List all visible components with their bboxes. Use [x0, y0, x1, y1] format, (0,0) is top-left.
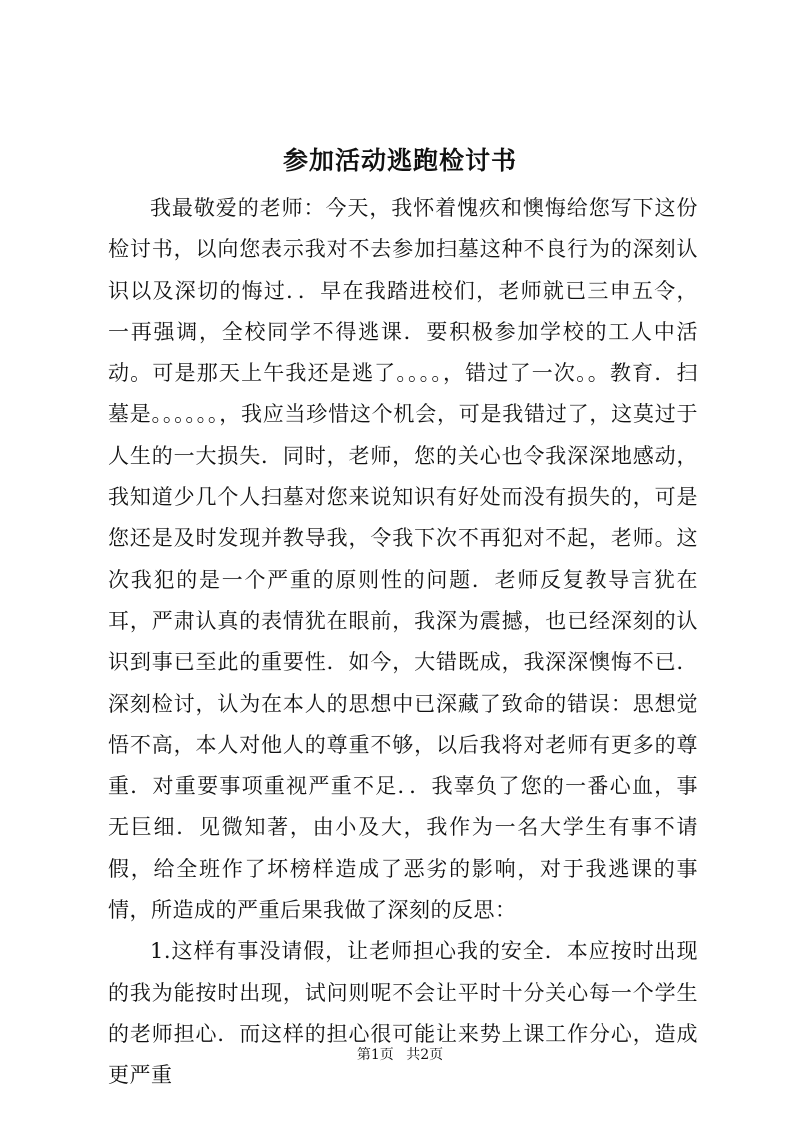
body-paragraph-1: 我最敬爱的老师：今天，我怀着愧疚和懊悔给您写下这份检讨书，以向您表示我对不去参加扫墓这种不良行为的深刻认识以及深切的悔过．．早在我踏进校们，老师就已三申五令，一再强调，全校同学不得逃课．要积极参加学校的工人中活动。可是那天上午我还是逃了。。。。，错过了一次。。教育．扫墓是。。。。。。，我应当珍惜这个机会，可是我错过了，这莫过于人生的一大损失．同时，老师，您的关心也令我深深地感动，我知道少几个人扫墓对您来说知识有好处而没有损失的，可是您还是及时发现并教导我，令我下次不再犯对不起，老师。这次我犯的是一个严重的原则性的问题．老师反复教导言犹在耳，严肃认真的表情犹在眼前，我深为震撼，也已经深刻的认识到事已至此的重要性．如今，大错既成，我深深懊悔不已．深刻检讨，认为在本人的思想中已深藏了致命的错误：思想觉悟不高，本人对他人的尊重不够，以后我将对老师有更多的尊重．对重要事项重视严重不足．．我辜负了您的一番心血，事无巨细．见微知著，由小及大，我作为一名大学生有事不请假，给全班作了坏榜样造成了恶劣的影响，对于我逃课的事情，所造成的严重后果我做了深刻的反思：	[108, 196, 698, 923]
page-footer	[0, 1045, 800, 1065]
page-title: 参加活动逃跑检讨书	[282, 146, 517, 175]
page-number: 第1页	[356, 1047, 394, 1063]
document-body	[108, 188, 698, 1097]
page-total: 共2页	[406, 1047, 444, 1063]
body-paragraph-2: 1.这样有事没请假，让老师担心我的安全．本应按时出现的我为能按时出现，试问则呢不会让平时十分关心每一个学生的老师担心．而这样的担心很可能让来势上课工作分心，造成更严重	[108, 939, 698, 1088]
